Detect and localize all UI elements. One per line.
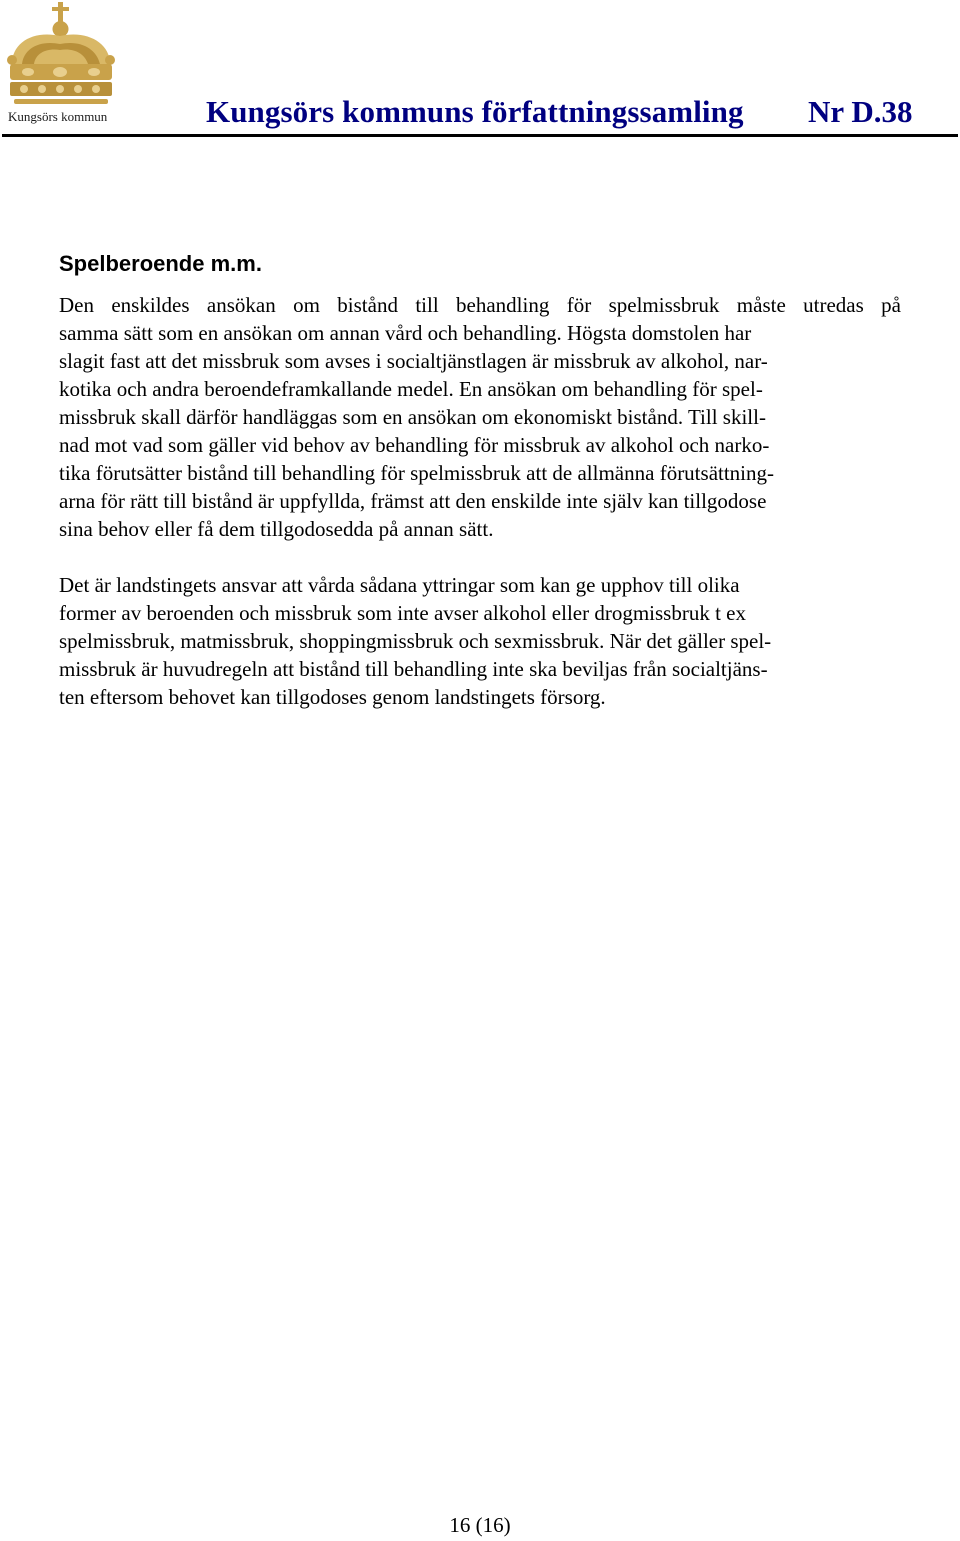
paragraph-line: former av beroenden och missbruk som inte avser alkohol eller drogmissbruk t ex — [59, 601, 746, 625]
municipality-logo — [4, 2, 118, 126]
paragraph-line: slagit fast att det missbruk som avses i socialtjänstlagen är missbruk av alkohol, nar- — [59, 349, 768, 373]
document-header — [0, 0, 960, 140]
paragraph-line: tika förutsätter bistånd till behandling för spelmissbruk att de allmänna förutsättning- — [59, 461, 775, 485]
paragraph-line: sina behov eller få dem tillgodosedda på annan sätt. — [59, 517, 494, 541]
paragraph-line: missbruk är huvudregeln att bistånd till behandling inte ska beviljas från socialtjäns- — [59, 657, 768, 681]
section-heading: Spelberoende m.m. — [59, 251, 262, 276]
document-number: Nr D.38 — [808, 94, 913, 129]
page-number: 16 (16) — [449, 1513, 511, 1537]
header-divider — [2, 134, 958, 137]
paragraph-1 — [59, 291, 901, 543]
paragraph-line: arna för rätt till bistånd är uppfyllda, främst att den enskilde inte själv kan tillgodose — [59, 489, 767, 513]
publication-title: Kungsörs kommuns författningssamling — [206, 94, 744, 129]
paragraph-2 — [59, 571, 901, 711]
paragraph-line: spelmissbruk, matmissbruk, shoppingmissbruk och sexmissbruk. När det gäller spel- — [59, 629, 772, 653]
crown-icon — [4, 2, 118, 108]
paragraph-line: samma sätt som en ansökan om annan vård och behandling. Högsta domstolen har — [59, 321, 752, 345]
document-body — [59, 250, 901, 739]
paragraph-line: nad mot vad som gäller vid behov av behandling för missbruk av alkohol och narko- — [59, 433, 770, 457]
paragraph-line: Den enskildes ansökan om bistånd till behandling för spelmissbruk måste utredas på — [59, 293, 901, 317]
paragraph-line: kotika och andra beroendeframkallande medel. En ansökan om behandling för spel- — [59, 377, 763, 401]
logo-wordmark: Kungsörs kommun — [8, 109, 108, 124]
paragraph-line: ten eftersom behovet kan tillgodoses genom landstingets försorg. — [59, 685, 606, 709]
paragraph-line: Det är landstingets ansvar att vårda sådana yttringar som kan ge upphov till olika — [59, 573, 740, 597]
paragraph-line: missbruk skall därför handläggas som en ansökan om ekonomiskt bistånd. Till skill- — [59, 405, 766, 429]
